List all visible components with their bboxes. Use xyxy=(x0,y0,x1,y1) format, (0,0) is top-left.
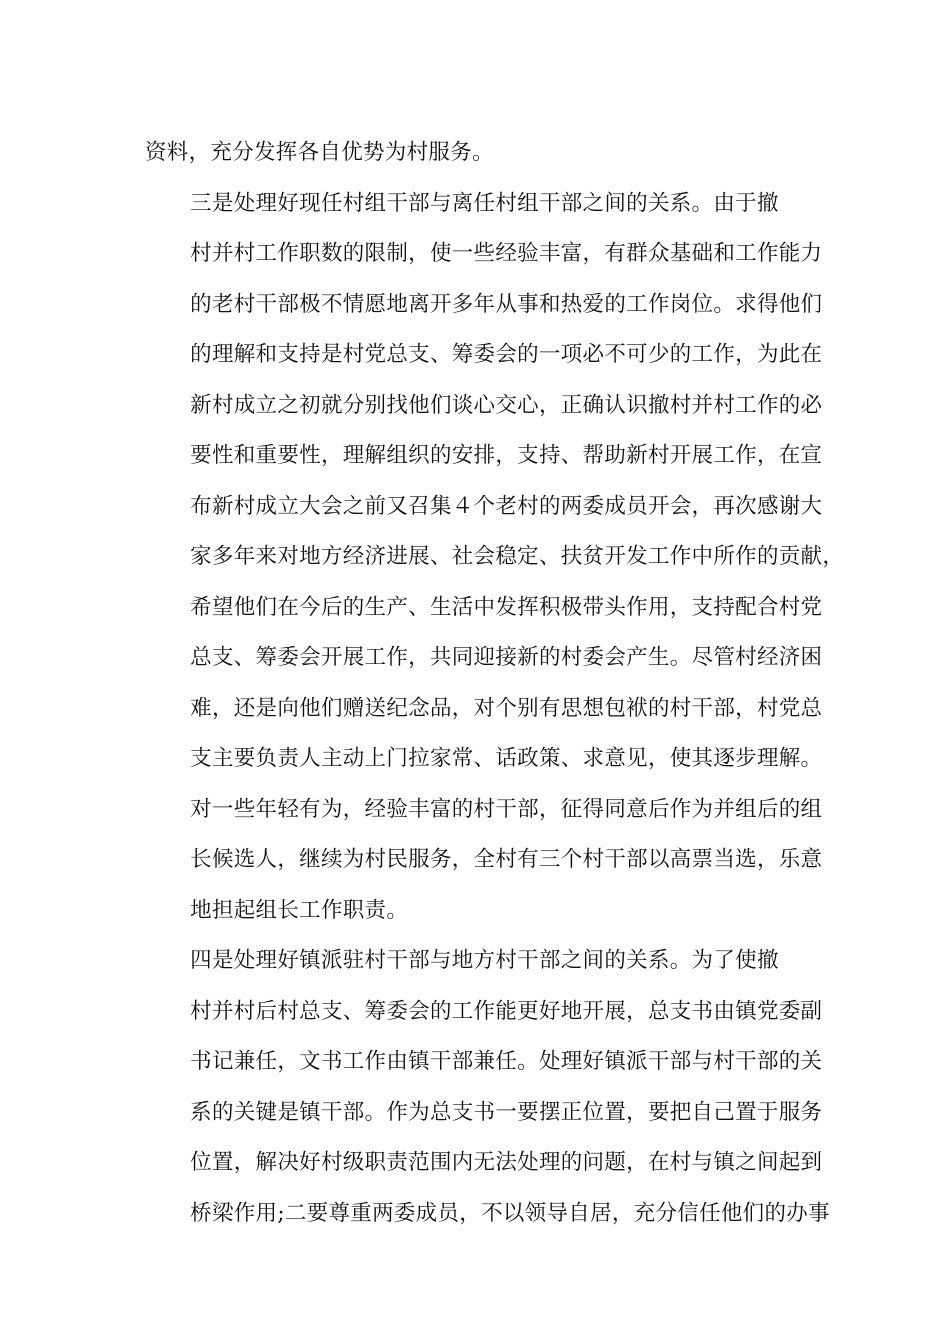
text-line: 村并村工作职数的限制，使一些经验丰富，有群众基础和工作能力 xyxy=(190,241,823,266)
text-line: 支主要负责人主动上门拉家常、话政策、求意见，使其逐步理解。 xyxy=(190,746,823,771)
text-line: 家多年来对地方经济进展、社会稳定、扶贫开发工作中所作的贡献， xyxy=(190,544,845,569)
text-line: 地担起组长工作职责。 xyxy=(190,897,409,923)
paragraph-2 xyxy=(145,179,845,937)
text-line: 村并村后村总支、筹委会的工作能更好地开展，总支书由镇党委副 xyxy=(190,998,823,1024)
text-line: 四是处理好镇派驻村干部与地方村干部之间的关系。为了使撤 xyxy=(190,948,779,973)
text-line: 长候选人，继续为村民服务，全村有三个村干部以高票当选，乐意 xyxy=(190,847,823,872)
text-line: 书记兼任，文书工作由镇干部兼任。处理好镇派干部与村干部的关 xyxy=(190,1049,823,1074)
paragraph-3 xyxy=(145,936,830,1239)
text-line: 系的关键是镇干部。作为总支书一要摆正位置，要把自己置于服务 xyxy=(190,1099,823,1125)
document-body xyxy=(145,128,845,1239)
text-line: 总支、筹委会开展工作，共同迎接新的村委会产生。尽管村经济困 xyxy=(190,645,823,670)
text-line: 资料，充分发挥各自优势为村服务。 xyxy=(145,140,494,165)
text-line: 的理解和支持是村党总支、筹委会的一项必不可少的工作，为此在 xyxy=(190,342,823,367)
text-line: 位置，解决好村级职责范围内无法处理的问题，在村与镇之间起到 xyxy=(190,1150,823,1175)
text-line: 新村成立之初就分别找他们谈心交心，正确认识撤村并村工作的必 xyxy=(190,392,823,418)
text-line: 的老村干部极不情愿地离开多年从事和热爱的工作岗位。求得他们 xyxy=(190,291,823,317)
text-line: 难，还是向他们赠送纪念品，对个别有思想包袱的村干部，村党总 xyxy=(190,695,823,721)
text-line: 要性和重要性，理解组织的安排，支持、帮助新村开展工作，在宣 xyxy=(190,443,823,468)
text-line: 三是处理好现任村组干部与离任村组干部之间的关系。由于撤 xyxy=(190,190,779,216)
text-line: 桥梁作用;二要尊重两委成员，不以领导自居，充分信任他们的办事 xyxy=(190,1200,830,1226)
paragraph-1 xyxy=(145,128,805,179)
text-line: 布新村成立大会之前又召集４个老村的两委成员开会，再次感谢大 xyxy=(190,493,823,519)
text-line: 对一些年轻有为，经验丰富的村干部，征得同意后作为并组后的组 xyxy=(190,796,823,822)
text-line: 希望他们在今后的生产、生活中发挥积极带头作用，支持配合村党 xyxy=(190,594,823,620)
